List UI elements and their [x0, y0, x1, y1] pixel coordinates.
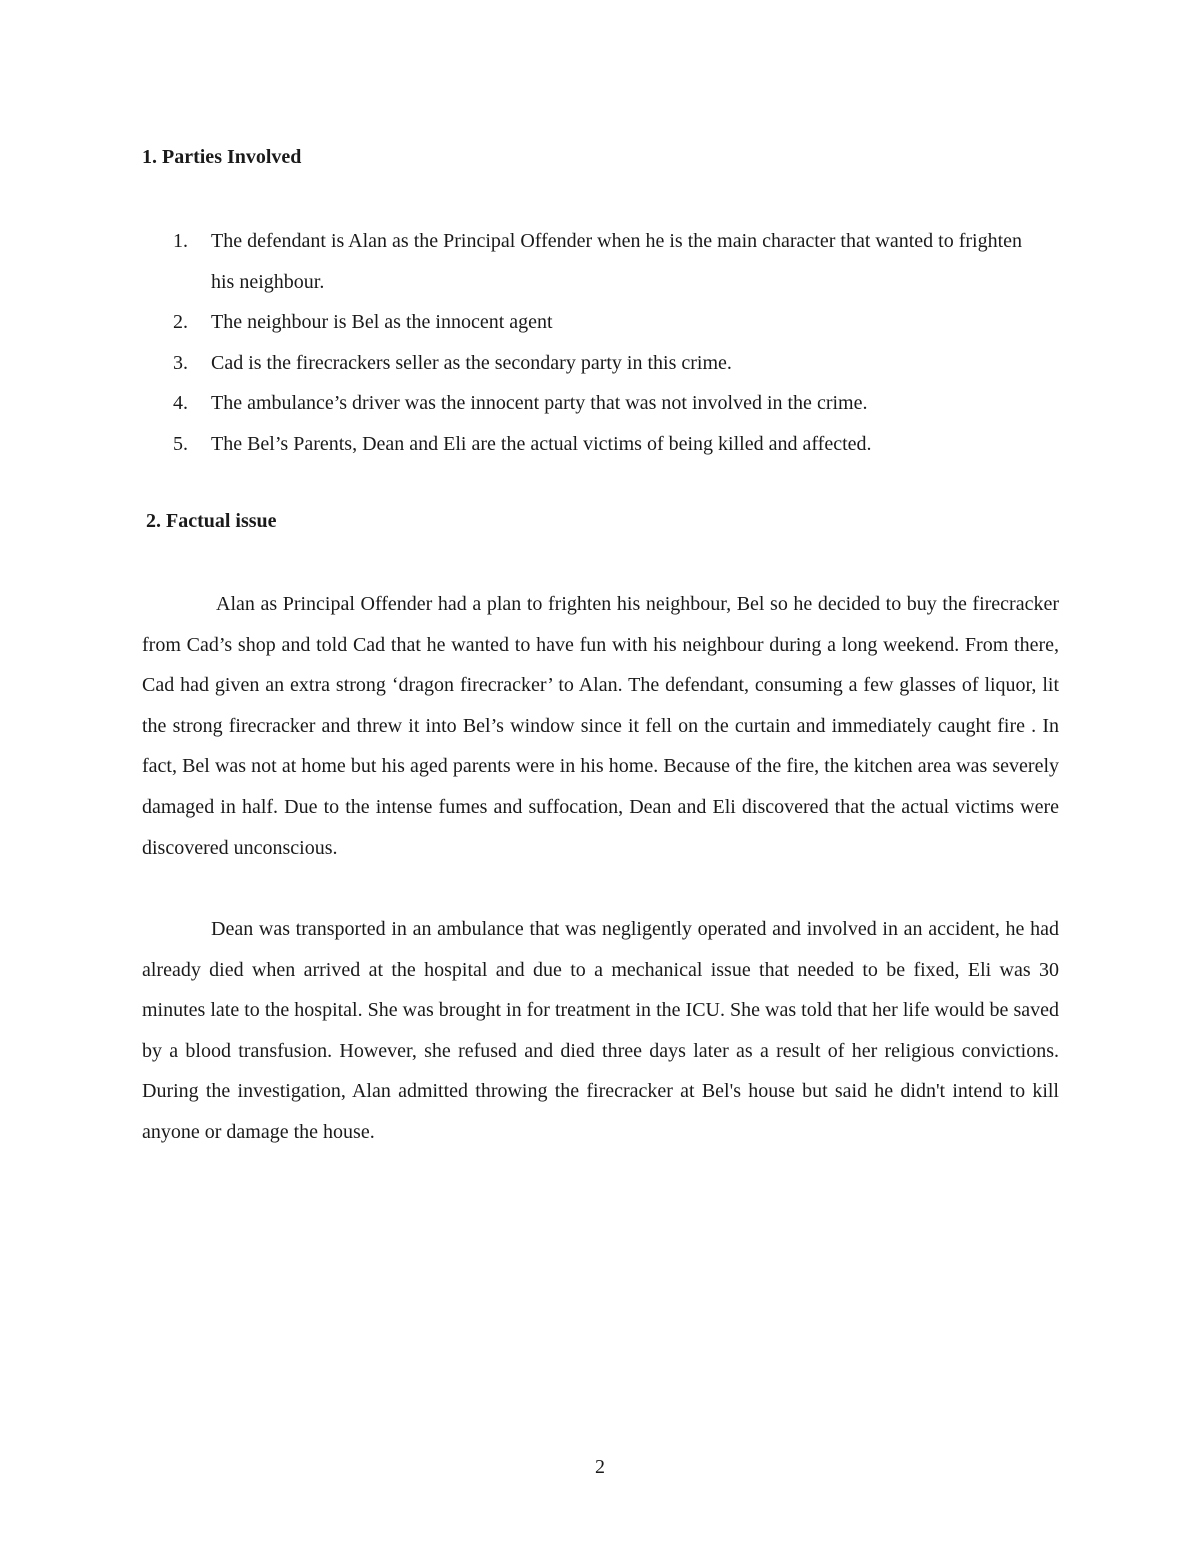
factual-issue-paragraph-2: Dean was transported in an ambulance that was negligently operated and involved in an accident, he had already died when arrived at the hospital and due to a mechanical issue that needed to be fixed, Eli was 30 minutes late to the hospital. She was brought in for treatment in the ICU. She was told that her life would be saved by a blood transfusion. However, she refused and died three days later as a result of her religious convictions. During the investigation, Alan admitted throwing the firecracker at Bel's house but said he didn't intend to kill anyone or damage the house.	[142, 918, 1059, 1143]
factual-issue-paragraph-1: Alan as Principal Offender had a plan to frighten his neighbour, Bel so he decided to buy the firecracker from Cad’s shop and told Cad that he wanted to have fun with his neighbour during a long weekend. From there, Cad had given an extra strong ‘dragon firecracker’ to Alan. The defendant, consuming a few glasses of liquor, lit the strong firecracker and threw it into Bel’s window since it fell on the curtain and immediately caught fire . In fact, Bel was not at home but his aged parents were in his home. Because of the fire, the kitchen area was severely damaged in half. Due to the intense fumes and suffocation, Dean and Eli discovered that the actual victims were discovered unconscious.	[142, 593, 1059, 859]
list-item-number: 1.	[173, 230, 188, 252]
list-item-number: 5.	[173, 432, 188, 455]
list-item	[142, 343, 1042, 384]
parties-list	[142, 221, 1042, 464]
list-item	[142, 221, 1042, 302]
list-item-text: The ambulance’s driver was the innocent party that was not involved in the crime.	[211, 392, 868, 414]
list-item	[142, 302, 1042, 343]
section-heading-parties: 1. Parties Involved	[142, 146, 302, 168]
list-item	[142, 424, 1042, 465]
page-number: 2	[595, 1456, 605, 1478]
list-item-text: The Bel’s Parents, Dean and Eli are the actual victims of being killed and affected.	[211, 432, 872, 455]
list-item	[142, 383, 1042, 424]
list-item-text: The defendant is Alan as the Principal Offender when he is the main character that wanted to frighten his neighbour.	[211, 230, 1023, 293]
list-item-number: 3.	[173, 351, 188, 374]
list-item-text: The neighbour is Bel as the innocent agent	[211, 311, 553, 333]
list-item-number: 4.	[173, 392, 188, 414]
section-heading-factual-issue: 2. Factual issue	[146, 510, 277, 532]
list-item-text: Cad is the firecrackers seller as the secondary party in this crime.	[211, 351, 732, 374]
list-item-number: 2.	[173, 311, 188, 333]
